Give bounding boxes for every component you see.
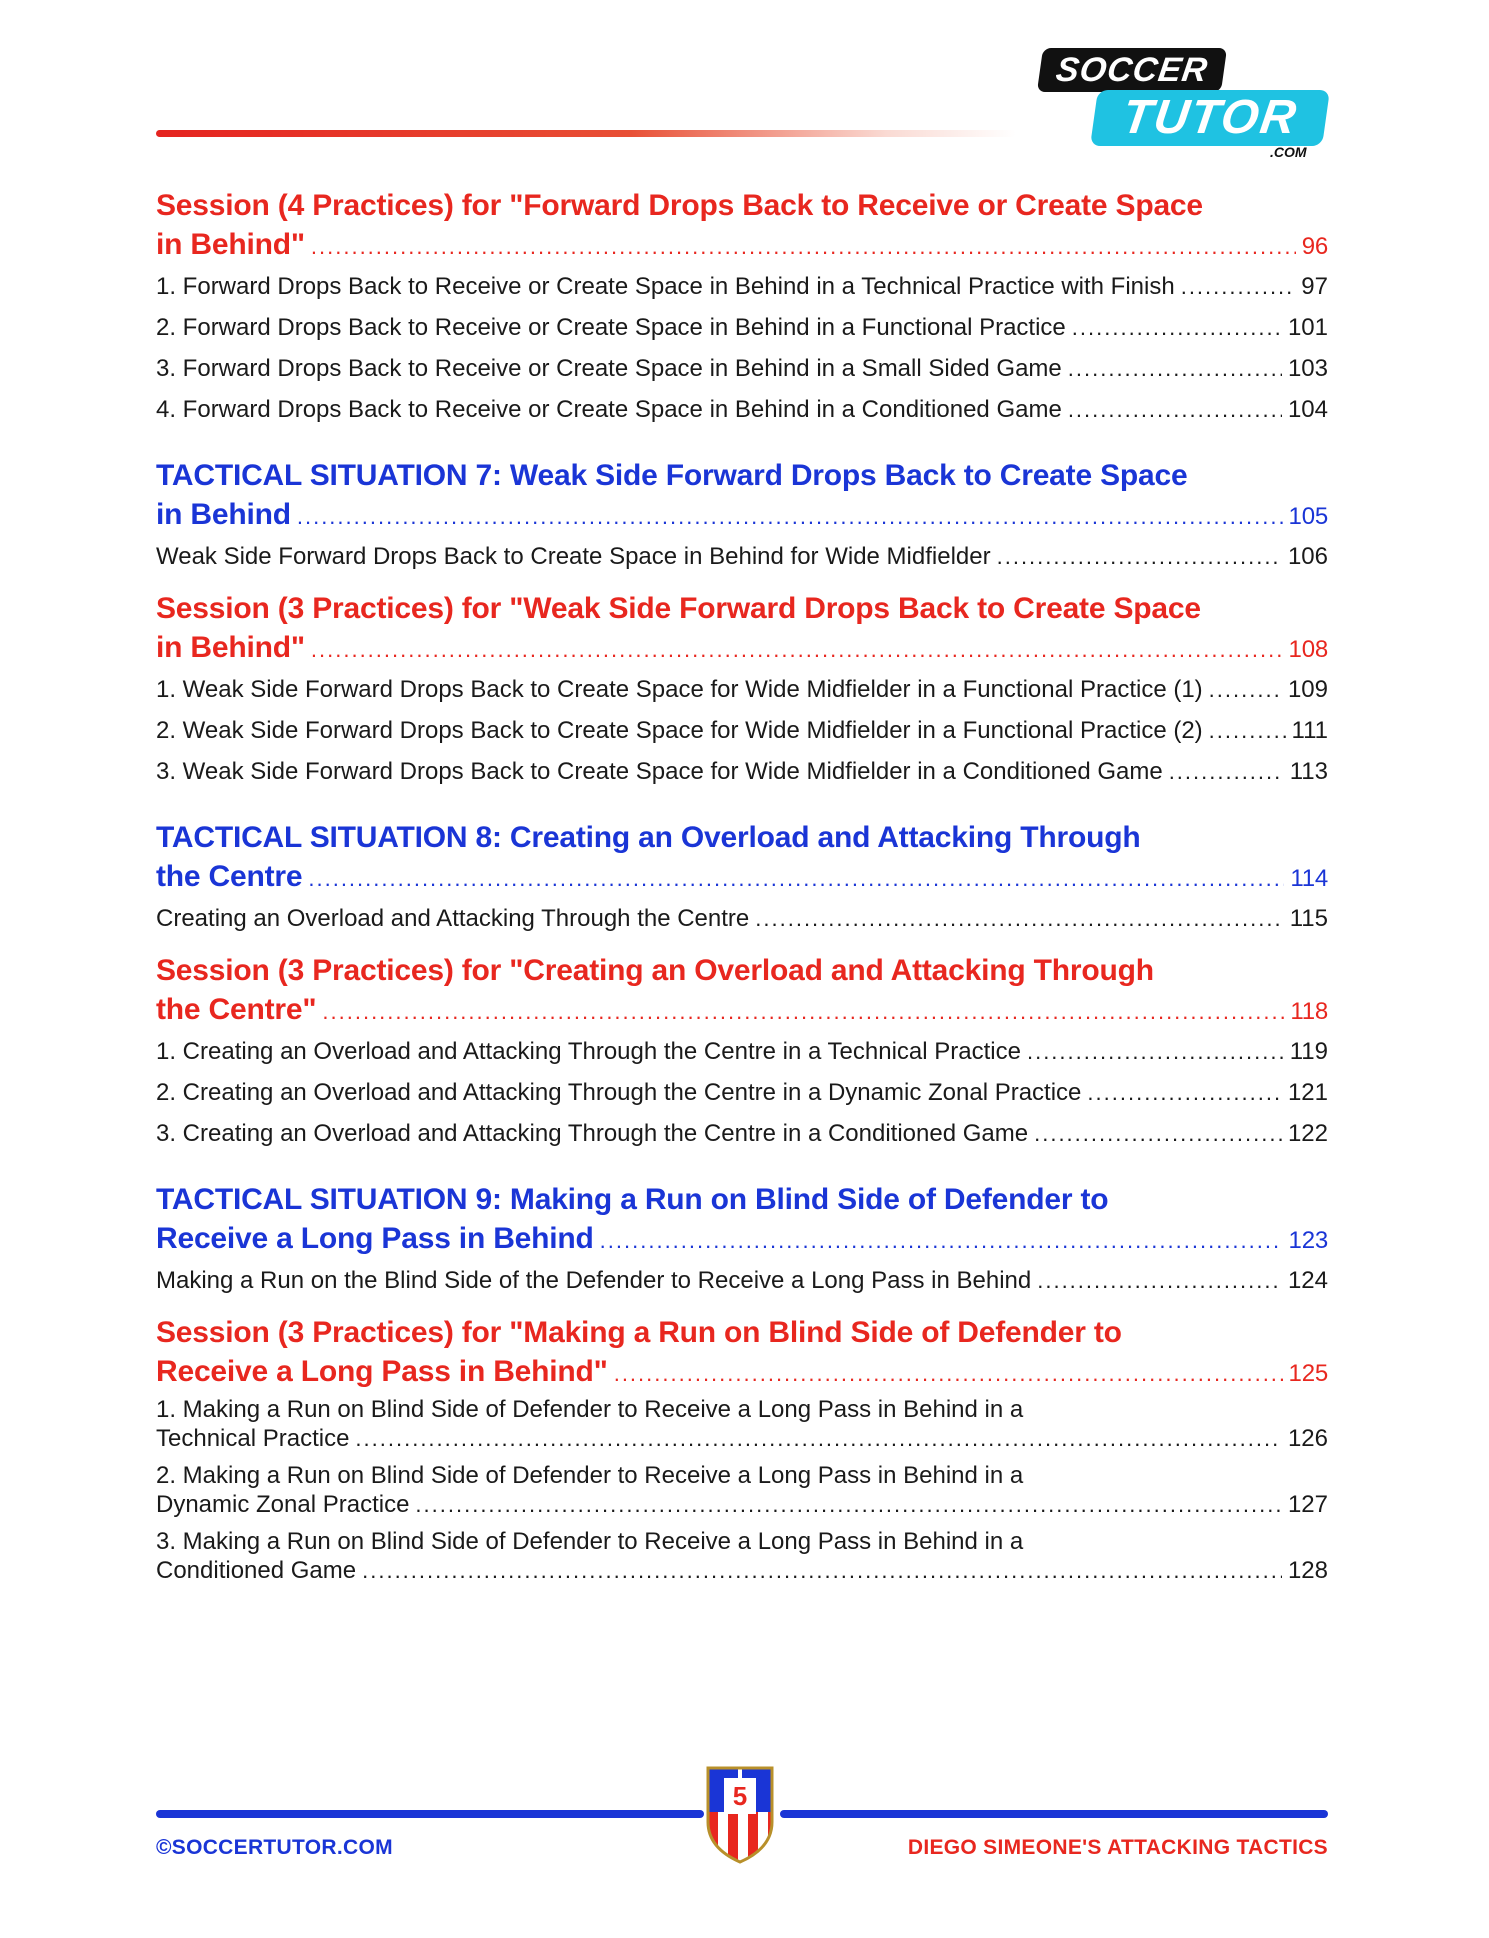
heading-line-2: the Centre [156, 860, 303, 893]
toc-session-heading[interactable] [156, 951, 1328, 1031]
page-ref: 96 [1301, 233, 1328, 260]
toc-spacer [156, 792, 1328, 818]
dot-leader [1068, 389, 1282, 430]
toc-spacer [156, 939, 1328, 951]
toc-entry[interactable] [156, 710, 1328, 751]
entry-title: 1. Forward Drops Back to Receive or Create Space in Behind in a Technical Practice with Finish [156, 273, 1175, 300]
entry-title: 3. Creating an Overload and Attacking Through the Centre in a Conditioned Game [156, 1120, 1029, 1147]
page-ref: 121 [1287, 1079, 1328, 1106]
entry-title: Weak Side Forward Drops Back to Create Space in Behind for Wide Midfielder [156, 543, 991, 570]
dot-leader [1072, 307, 1282, 348]
page-ref: 104 [1287, 396, 1328, 423]
page-ref: 119 [1289, 1038, 1328, 1065]
toc-entry[interactable] [156, 307, 1328, 348]
toc-tactical-situation-heading[interactable] [156, 818, 1328, 898]
dot-leader [1209, 710, 1286, 751]
entry-title: 2. Creating an Overload and Attacking Through the Centre in a Dynamic Zonal Practice [156, 1079, 1082, 1106]
entry-title: 3. Weak Side Forward Drops Back to Create Space for Wide Midfielder in a Conditioned Game [156, 758, 1163, 785]
toc-spacer [156, 1301, 1328, 1313]
entry-title-line-1: 1. Making a Run on Blind Side of Defender to Receive a Long Pass in Behind in a [156, 1396, 1024, 1423]
dot-leader [297, 497, 1283, 536]
toc-entry[interactable] [156, 266, 1328, 307]
dot-leader [415, 1484, 1282, 1525]
header-rule [156, 130, 1016, 137]
toc-entry[interactable] [156, 898, 1328, 939]
dot-leader [997, 536, 1282, 577]
page-ref: 114 [1290, 865, 1328, 892]
dot-leader [614, 1354, 1283, 1393]
footer-book-title: DIEGO SIMEONE'S ATTACKING TACTICS [907, 1836, 1328, 1859]
dot-leader [1087, 1072, 1282, 1113]
dot-leader [355, 1418, 1282, 1459]
dot-leader [311, 227, 1296, 266]
dot-leader [1034, 1113, 1282, 1154]
dot-leader [600, 1221, 1283, 1260]
dot-leader [755, 898, 1283, 939]
entry-title-line-1: 3. Making a Run on Blind Side of Defender to Receive a Long Pass in Behind in a [156, 1528, 1024, 1555]
toc-entry[interactable] [156, 1525, 1328, 1591]
heading-line-2: in Behind" [156, 228, 305, 261]
entry-title: 3. Forward Drops Back to Receive or Create Space in Behind in a Small Sided Game [156, 355, 1062, 382]
toc-entry[interactable] [156, 1459, 1328, 1525]
heading-line-1: Session (3 Practices) for "Weak Side Forward Drops Back to Create Space [156, 592, 1201, 625]
entry-title: 4. Forward Drops Back to Receive or Create Space in Behind in a Conditioned Game [156, 396, 1062, 423]
entry-title: Making a Run on the Blind Side of the Defender to Receive a Long Pass in Behind [156, 1267, 1032, 1294]
logo-com-text: .COM [1270, 144, 1307, 160]
dot-leader [311, 630, 1283, 669]
page-ref: 106 [1287, 543, 1328, 570]
page-ref: 123 [1288, 1227, 1328, 1254]
toc-entry[interactable] [156, 1072, 1328, 1113]
toc-spacer [156, 1154, 1328, 1180]
toc-entry[interactable] [156, 536, 1328, 577]
page-ref: 126 [1287, 1425, 1328, 1452]
page-ref: 108 [1288, 636, 1328, 663]
heading-line-2: in Behind [156, 498, 291, 531]
heading-line-1: TACTICAL SITUATION 8: Creating an Overload and Attacking Through [156, 821, 1141, 854]
page-ref: 124 [1287, 1267, 1328, 1294]
page-ref: 109 [1287, 676, 1328, 703]
toc-entry[interactable] [156, 751, 1328, 792]
heading-line-1: Session (3 Practices) for "Creating an Overload and Attacking Through [156, 954, 1154, 987]
footer-website: ©SOCCERTUTOR.COM [156, 1836, 393, 1859]
page-ref: 113 [1289, 758, 1328, 785]
page-ref: 128 [1287, 1557, 1328, 1584]
dot-leader [1037, 1260, 1282, 1301]
page-ref: 111 [1291, 717, 1328, 744]
toc-entry[interactable] [156, 389, 1328, 430]
footer-rule-left [156, 1810, 704, 1818]
heading-line-2: Receive a Long Pass in Behind [156, 1222, 594, 1255]
toc-entry[interactable] [156, 1113, 1328, 1154]
dot-leader [1027, 1031, 1284, 1072]
toc-entry[interactable] [156, 1031, 1328, 1072]
toc-session-heading[interactable] [156, 589, 1328, 669]
dot-leader [362, 1550, 1282, 1591]
page-ref: 101 [1287, 314, 1328, 341]
entry-title: 1. Weak Side Forward Drops Back to Create Space for Wide Midfielder in a Functional Practice (1) [156, 676, 1203, 703]
page-ref: 97 [1301, 273, 1328, 300]
toc-session-heading[interactable] [156, 186, 1328, 266]
heading-line-1: TACTICAL SITUATION 9: Making a Run on Blind Side of Defender to [156, 1183, 1109, 1216]
entry-title-line-2: Dynamic Zonal Practice [156, 1491, 410, 1518]
toc-entry[interactable] [156, 1393, 1328, 1459]
footer-rule-right [780, 1810, 1328, 1818]
heading-line-1: TACTICAL SITUATION 7: Weak Side Forward Drops Back to Create Space [156, 459, 1188, 492]
toc-spacer [156, 430, 1328, 456]
entry-title-line-2: Conditioned Game [156, 1557, 357, 1584]
club-crest-icon [702, 1764, 778, 1864]
dot-leader [1169, 751, 1284, 792]
heading-line-2: in Behind" [156, 631, 305, 664]
toc-tactical-situation-heading[interactable] [156, 456, 1328, 536]
entry-title-line-1: 2. Making a Run on Blind Side of Defender to Receive a Long Pass in Behind in a [156, 1462, 1024, 1489]
page-number: 5 [732, 1781, 748, 1811]
entry-title: 2. Forward Drops Back to Receive or Create Space in Behind in a Functional Practice [156, 314, 1066, 341]
toc-session-heading[interactable] [156, 1313, 1328, 1393]
dot-leader [1068, 348, 1282, 389]
toc-entry[interactable] [156, 348, 1328, 389]
page-ref: 105 [1288, 503, 1328, 530]
logo-soccer-text: SOCCER [1037, 48, 1227, 92]
heading-line-2: Receive a Long Pass in Behind" [156, 1355, 608, 1388]
dot-leader [308, 859, 1284, 898]
soccer-tutor-logo [1034, 44, 1334, 164]
table-of-contents [156, 186, 1328, 1591]
page-ref: 118 [1290, 998, 1328, 1025]
entry-title: 2. Weak Side Forward Drops Back to Create Space for Wide Midfielder in a Functional Practice (2) [156, 717, 1203, 744]
dot-leader [322, 992, 1284, 1031]
page-ref: 122 [1287, 1120, 1328, 1147]
entry-title: 1. Creating an Overload and Attacking Through the Centre in a Technical Practice [156, 1038, 1021, 1065]
toc-entry[interactable] [156, 669, 1328, 710]
toc-tactical-situation-heading[interactable] [156, 1180, 1328, 1260]
dot-leader [1209, 669, 1282, 710]
toc-entry[interactable] [156, 1260, 1328, 1301]
dot-leader [1181, 266, 1296, 307]
page-ref: 127 [1287, 1491, 1328, 1518]
page-ref: 125 [1288, 1360, 1328, 1387]
toc-spacer [156, 577, 1328, 589]
entry-title: Creating an Overload and Attacking Through the Centre [156, 905, 750, 932]
page-ref: 115 [1289, 905, 1328, 932]
heading-line-1: Session (4 Practices) for "Forward Drops Back to Receive or Create Space [156, 189, 1203, 222]
entry-title-line-2: Technical Practice [156, 1425, 350, 1452]
page-ref: 103 [1287, 355, 1328, 382]
heading-line-1: Session (3 Practices) for "Making a Run on Blind Side of Defender to [156, 1316, 1122, 1349]
logo-tutor-text: TUTOR [1090, 90, 1330, 146]
heading-line-2: the Centre" [156, 993, 317, 1026]
